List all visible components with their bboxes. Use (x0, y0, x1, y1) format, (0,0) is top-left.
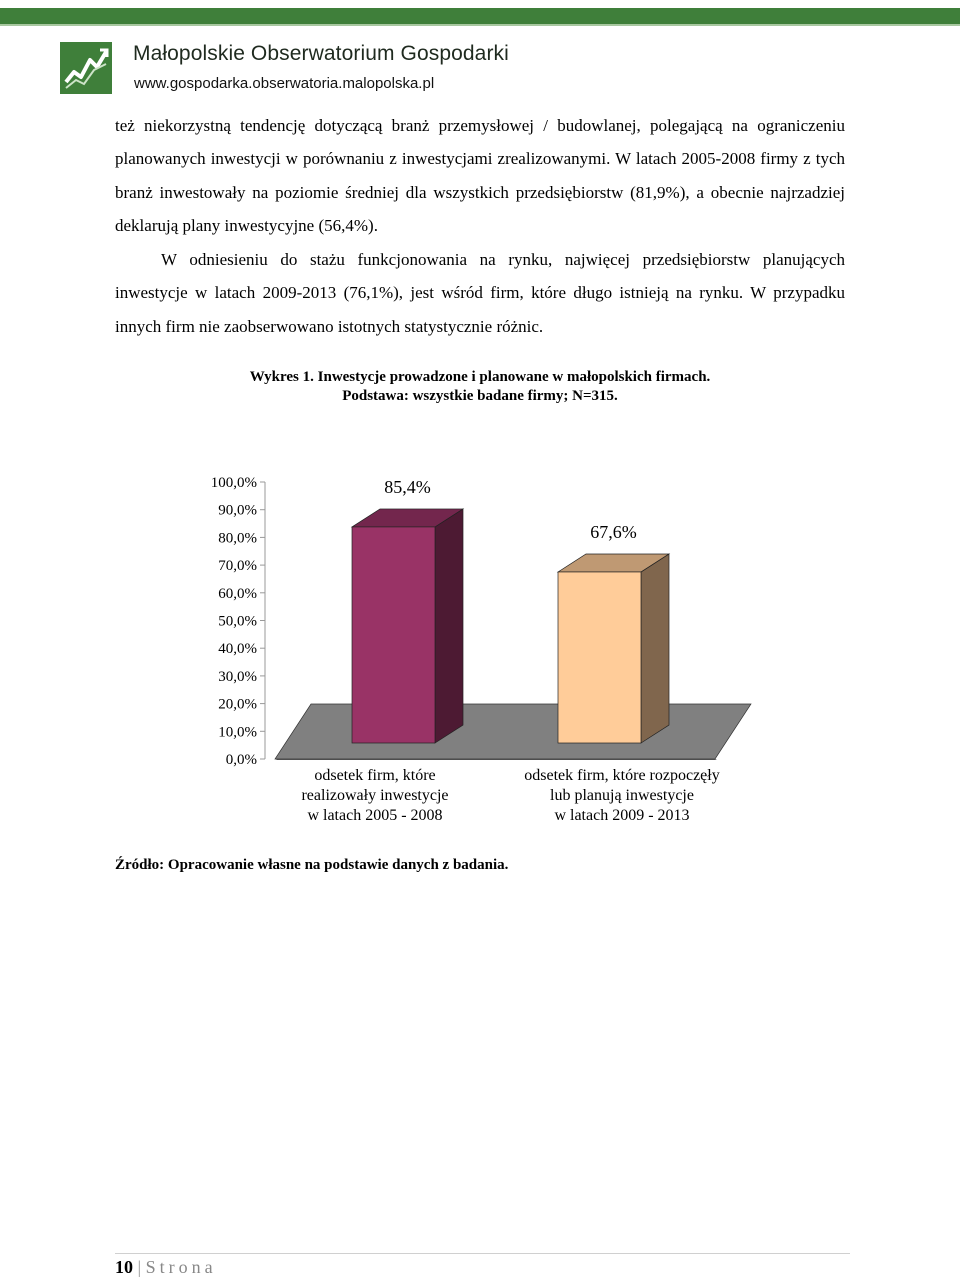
paragraph: też niekorzystną tendencję dotyczącą branż przemysłowej / budowlanej, polegającą na ograniczeniu planowanych inwestycji w porównaniu z inwestycjami zrealizowanymi. W latach 2005-2008 firmy z tych branż inwestowały na poziomie średniej dla wszystkich przedsiębiorstw (81,9%), a obecnie najrzadziej deklarują plany inwestycyjne (56,4%). (115, 116, 845, 235)
bar-side (435, 509, 463, 743)
bar-side (641, 554, 669, 743)
figure-caption: Wykres 1. Inwestycje prowadzone i planowane w małopolskich firmach. (249, 369, 711, 385)
y-tick-label: 100,0% (210, 475, 257, 491)
figure-caption-basis: Podstawa: wszystkie badane firmy; N=315. (342, 388, 618, 404)
y-tick-label: 60,0% (218, 585, 257, 602)
footer-separator: | (137, 1257, 142, 1277)
page-word: Strona (145, 1257, 217, 1277)
y-tick-label: 20,0% (218, 696, 257, 713)
x-category-label: odsetek firm, które rozpoczęły (524, 767, 720, 784)
y-tick-label: 0,0% (225, 752, 257, 768)
page-number: 10 (115, 1257, 133, 1277)
x-category-label: odsetek firm, które (314, 767, 436, 784)
chart-floor-edge (275, 759, 717, 760)
growth-chart-logo-icon (60, 42, 112, 94)
y-tick-label: 40,0% (218, 641, 257, 658)
footer-divider (115, 1253, 850, 1254)
bar (558, 572, 641, 743)
bar-chart (195, 455, 765, 835)
data-label: 85,4% (384, 476, 431, 497)
paragraph: W odniesieniu do stażu funkcjonowania na rynku, najwięcej przedsiębiorstw planujących inwestycje w latach 2009-2013 (76,1%), jest wśród firm, które długo istnieją na rynku. W przypadku innych firm nie zaobserwowano istotnych statystycznie różnic. (115, 250, 845, 336)
header-bar (0, 8, 960, 24)
y-tick-label: 30,0% (218, 668, 257, 685)
x-category-label: lub planują inwestycje (550, 787, 694, 804)
chart-floor (275, 704, 751, 759)
y-tick-label: 70,0% (218, 558, 257, 575)
x-category-label: realizowały inwestycje (301, 787, 449, 804)
y-tick-label: 50,0% (218, 613, 257, 630)
bar (352, 527, 435, 743)
y-tick-label: 90,0% (218, 502, 257, 519)
source-note: Źródło: Opracowanie własne na podstawie danych z badania. (115, 857, 509, 873)
x-category-label: w latach 2009 - 2013 (554, 807, 690, 824)
header-title: Małopolskie Obserwatorium Gospodarki (133, 42, 509, 65)
data-label: 67,6% (590, 521, 637, 542)
x-category-label: w latach 2005 - 2008 (307, 807, 443, 824)
header-url[interactable]: www.gospodarka.obserwatoria.malopolska.pl (134, 75, 435, 92)
y-tick-label: 10,0% (218, 724, 257, 741)
page-footer (115, 1257, 217, 1278)
y-tick-label: 80,0% (218, 530, 257, 547)
header-divider (0, 24, 960, 26)
